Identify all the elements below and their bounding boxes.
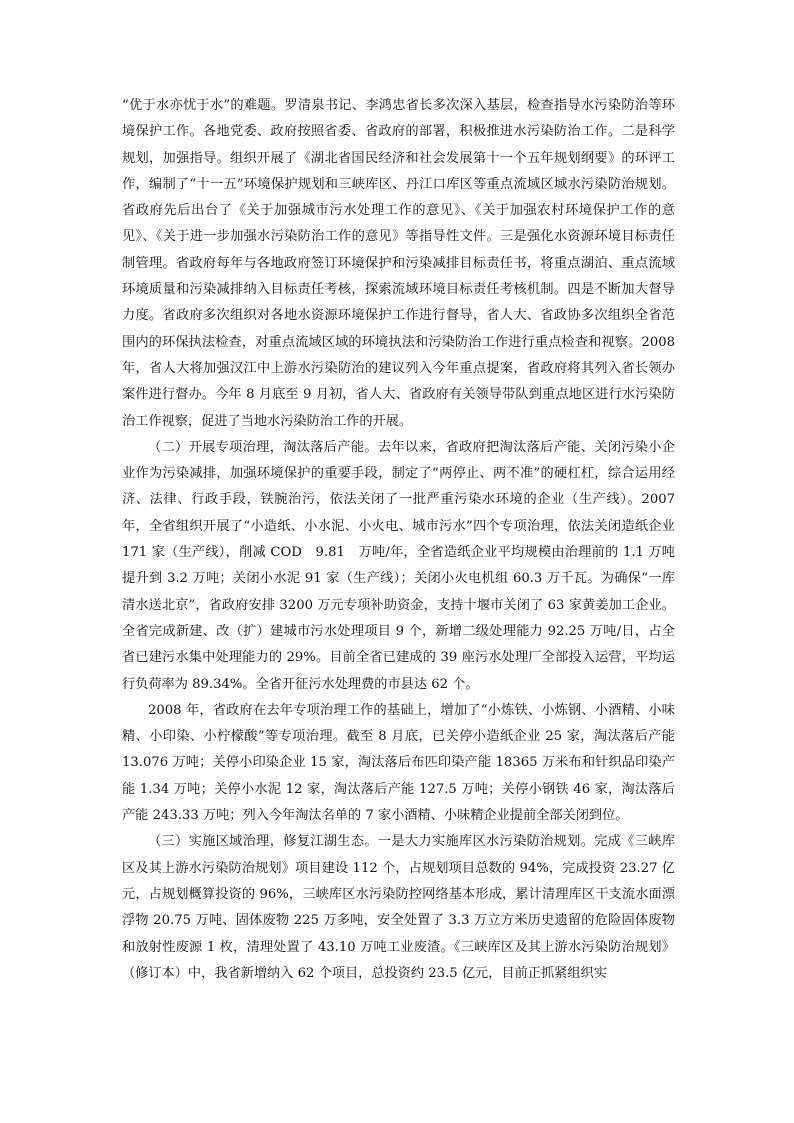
document-body xyxy=(122,93,675,987)
paragraph-4 xyxy=(122,829,675,987)
paragraph-text: 2008 年，省政府在去年专项治理工作的基础上，增加了“小炼铁、小炼钢、小酒精、小味精、小印染、小柠檬酸”等专项治理。截至 8 月底，已关停小造纸企业 25 家，淘汰落后产能 13.076 万吨；关停小印染企业 15 家，淘汰落后布匹印染产能 18365 万米布和针织品印染产能 1.34 万吨；关停小水泥 12 家，淘汰落后产能 127.5 万吨；关停小钢铁 46 家，淘汰落后产能 243.33 万吨；列入今年淘汰名单的 7 家小酒精、小味精企业提前全部关闭到位。 xyxy=(122,702,675,824)
paragraph-text: 一是大力实施库区水污染防治规划。完成《三峡库区及其上游水污染防治规划》项目建设 112 个，占规划项目总数的 94%，完成投资 23.27 亿元，占规划概算投资的 96%，三峡库区水污染防控网络基本形成，累计清理库区干支流水面漂浮物 20.75 万吨、固体废物 225 万多吨，安全处置了 3.3 万立方米历史遗留的危险固体废物和放射性废源 1 枚，清理处置了 43.10 万吨工业废渣。《三峡库区及其上游水污染防治规划》（修订本）中，我省新增纳入 62 个项目，总投资约 23.5 亿元，目前正抓紧组织实 xyxy=(122,834,676,981)
paragraph-2 xyxy=(122,435,675,698)
paragraph-text: 去年以来，省政府把淘汰落后产能、关闭污染小企业作为污染减排，加强环境保护的重要手段，制定了“两停止、两不准”的硬杠杠，综合运用经济、法律、行政手段，铁腕治污，依法关闭了一批严重污染水环境的企业（生产线）。2007 年，全省组织开展了“小造纸、小水泥、小火电、城市污水”四个专项治理，依法关闭造纸企业 171 家（生产线），削减 COD 9.81 万吨/年，全省造纸企业平均规模由治理前的 1.1 万吨提升到 3.2 万吨；关闭小水泥 91 家（生产线）；关闭小火电机组 60.3 万千瓦。为确保“一库清水送北京”，省政府安排 3200 万元专项补助资金，支持十堰市关闭了 63 家黄姜加工企业。全省完成新建、改（扩）建城市污水处理项目 9 个，新增二级处理能力 92.25 万吨/日，占全省已建污水集中处理能力的 29%。目前全省已建成的 39 座污水处理厂全部投入运营，平均运行负荷率为 89.34%。全省开征污水处理费的市县达 62 个。 xyxy=(122,439,676,692)
paragraph-1 xyxy=(122,93,675,435)
section-heading: （二）开展专项治理，淘汰落后产能。 xyxy=(148,439,378,455)
paragraph-text: “优于水亦忧于水”的难题。罗清泉书记、李鸿忠省长多次深入基层，检查指导水污染防治等环境保护工作。各地党委、政府按照省委、省政府的部署，积极推进水污染防治工作。二是科学规划，加强指导。组织开展了《湖北省国民经济和社会发展第十一个五年规划纲要》的环评工作，编制了“十一五”环境保护规划和三峡库区、丹江口库区等重点流域区域水污染防治规划。省政府先后出台了《关于加强城市污水处理工作的意见》、《关于加强农村环境保护工作的意见》、《关于进一步加强水污染防治工作的意见》等指导性文件。三是强化水资源环境目标责任制管理。省政府每年与各地政府签订环境保护和污染减排目标责任书，将重点湖泊、重点流域环境质量和污染减排纳入目标责任考核，探索流域环境目标责任考核机制。四是不断加大督导力度。省政府多次组织对各地水资源环境保护工作进行督导，省人大、省政协多次组织全省范围内的环保执法检查，对重点流域区域的环境执法和污染防治工作进行重点检查和视察。2008 年，省人大将加强汉江中上游水污染防治的建议列入今年重点提案，省政府将其列入省长领办案件进行督办。今年 8 月底至 9 月初，省人大、省政府有关领导带队到重点地区进行水污染防治工作视察，促进了当地水污染防治工作的开展。 xyxy=(122,98,675,429)
paragraph-3 xyxy=(122,698,675,829)
section-heading: （三）实施区域治理，修复江湖生态。 xyxy=(148,834,378,850)
